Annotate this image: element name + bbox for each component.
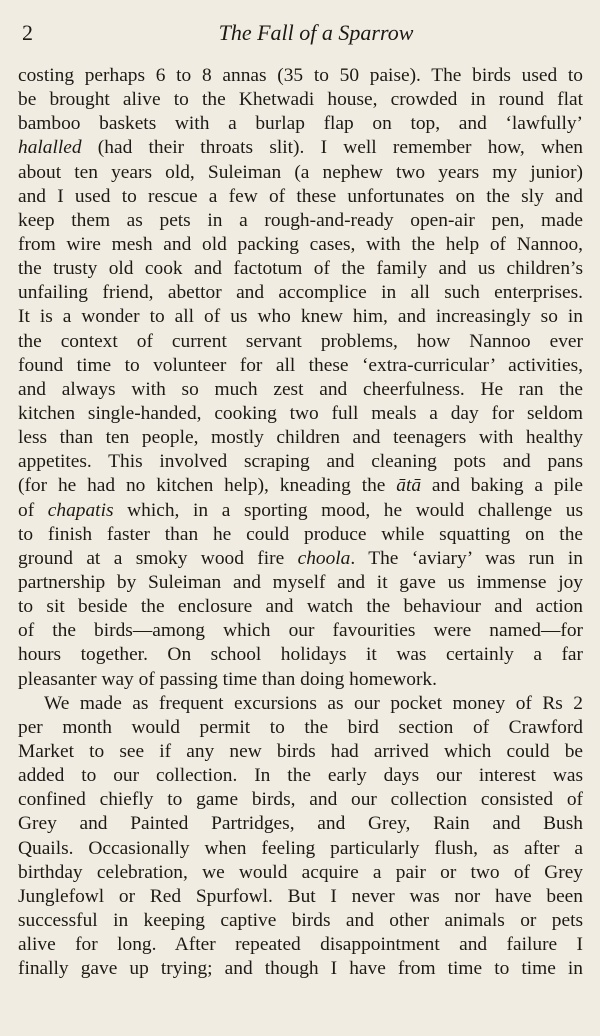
text-line bbox=[18, 837, 583, 861]
text-line bbox=[18, 281, 583, 305]
text-run: Market to see if any new birds had arrived which could be bbox=[18, 740, 583, 762]
text-line bbox=[18, 571, 583, 595]
text-line bbox=[18, 692, 583, 716]
text-run: about ten years old, Suleiman (a nephew two years my junior) bbox=[18, 161, 583, 183]
text-run: and always with so much zest and cheerfulness. He ran the bbox=[18, 378, 583, 400]
text-line bbox=[18, 474, 583, 498]
text-run: found time to volunteer for all these ‘extra-curricular’ activities, bbox=[18, 354, 583, 376]
text-run: pleasanter way of passing time than doing homework. bbox=[18, 668, 437, 690]
body-text bbox=[18, 64, 583, 981]
text-line bbox=[18, 185, 583, 209]
text-line bbox=[18, 788, 583, 812]
text-line bbox=[18, 209, 583, 233]
italic-term: choola bbox=[297, 547, 351, 569]
text-line bbox=[18, 764, 583, 788]
text-run: birthday celebration, we would acquire a pair or two of Grey bbox=[18, 861, 583, 883]
text-line bbox=[18, 885, 583, 909]
text-run: alive for long. After repeated disappointment and failure I bbox=[18, 934, 583, 956]
text-run: (for he had no kitchen help), kneading the bbox=[18, 475, 397, 497]
text-run: be brought alive to the Khetwadi house, crowded in round flat bbox=[18, 89, 583, 111]
italic-term: chapatis bbox=[47, 499, 114, 521]
text-run: It is a wonder to all of us who knew him, and increasingly so in bbox=[18, 306, 583, 328]
text-run: kitchen single-handed, cooking two full meals a day for seldom bbox=[18, 402, 583, 424]
text-run: unfailing friend, abettor and accomplice in all such enterprises. bbox=[18, 282, 583, 304]
text-run: Junglefowl or Red Spurfowl. But I never was nor have been bbox=[18, 885, 583, 907]
text-run: which, in a sporting mood, he would challenge us bbox=[113, 499, 583, 521]
text-run: to sit beside the enclosure and watch the behaviour and action bbox=[18, 596, 583, 618]
italic-term: halalled bbox=[18, 137, 82, 159]
text-line bbox=[18, 305, 583, 329]
running-head bbox=[22, 20, 580, 50]
text-line bbox=[18, 716, 583, 740]
text-line bbox=[18, 136, 583, 160]
paragraph bbox=[18, 692, 583, 982]
text-run: appetites. This involved scraping and cleaning pots and pans bbox=[18, 451, 583, 473]
text-run: (had their throats slit). I well remember how, when bbox=[81, 137, 583, 159]
text-run: from wire mesh and old packing cases, with the help of Nannoo, bbox=[18, 233, 583, 255]
text-line bbox=[18, 257, 583, 281]
text-run: finally gave up trying; and though I have from time to time in bbox=[18, 958, 583, 980]
text-line bbox=[18, 740, 583, 764]
text-line bbox=[18, 668, 583, 692]
text-line bbox=[18, 957, 583, 981]
text-line bbox=[18, 861, 583, 885]
text-line bbox=[18, 233, 583, 257]
page-number: 2 bbox=[22, 20, 33, 45]
text-line bbox=[18, 112, 583, 136]
text-run: Grey and Painted Partridges, and Grey, Rain and Bush bbox=[18, 813, 583, 835]
text-line bbox=[18, 547, 583, 571]
running-title: The Fall of a Sparrow bbox=[218, 20, 414, 45]
text-run: costing perhaps 6 to 8 annas (35 to 50 paise). The birds used to bbox=[18, 65, 583, 86]
text-run: successful in keeping captive birds and other animals or pets bbox=[18, 909, 583, 931]
text-line bbox=[18, 378, 583, 402]
text-run: . The ‘aviary’ was run in bbox=[350, 547, 583, 569]
text-line bbox=[18, 595, 583, 619]
text-run: keep them as pets in a rough-and-ready open-air pen, made bbox=[18, 209, 583, 231]
text-line bbox=[18, 354, 583, 378]
text-line bbox=[18, 64, 583, 88]
text-line bbox=[18, 523, 583, 547]
paragraph bbox=[18, 64, 583, 692]
text-run: the context of current servant problems, how Nannoo ever bbox=[18, 330, 583, 352]
text-run: to finish faster than he could produce while squatting on the bbox=[18, 523, 583, 545]
text-run: Quails. Occasionally when feeling particularly flush, as after a bbox=[18, 837, 583, 859]
text-line bbox=[18, 619, 583, 643]
text-run: and baking a pile bbox=[421, 475, 583, 497]
text-line bbox=[18, 909, 583, 933]
text-line bbox=[18, 933, 583, 957]
text-run: confined chiefly to game birds, and our collection consisted of bbox=[18, 789, 583, 811]
text-run: bamboo baskets with a burlap flap on top, and ‘lawfully’ bbox=[18, 113, 583, 135]
text-line bbox=[18, 643, 583, 667]
text-run: added to our collection. In the early days our interest was bbox=[18, 765, 583, 787]
text-line bbox=[18, 426, 583, 450]
text-run: the trusty old cook and factotum of the family and us children’s bbox=[18, 258, 583, 280]
text-line bbox=[18, 812, 583, 836]
text-run: per month would permit to the bird section of Crawford bbox=[18, 716, 583, 738]
text-run: hours together. On school holidays it was certainly a far bbox=[18, 644, 583, 666]
text-line bbox=[18, 499, 583, 523]
text-line bbox=[18, 402, 583, 426]
text-run: We made as frequent excursions as our pocket money of Rs 2 bbox=[44, 692, 583, 714]
text-run: of the birds—among which our favourities were named—for bbox=[18, 620, 583, 642]
italic-term: ātā bbox=[396, 475, 422, 497]
text-run: less than ten people, mostly children and teenagers with healthy bbox=[18, 427, 583, 449]
text-line bbox=[18, 330, 583, 354]
text-run: ground at a smoky wood fire bbox=[18, 547, 298, 569]
text-line bbox=[18, 161, 583, 185]
text-run: and I used to rescue a few of these unfortunates on the sly and bbox=[18, 185, 583, 207]
text-line bbox=[18, 88, 583, 112]
text-run: of bbox=[18, 499, 48, 521]
text-line bbox=[18, 450, 583, 474]
text-run: partnership by Suleiman and myself and it gave us immense joy bbox=[18, 571, 583, 593]
